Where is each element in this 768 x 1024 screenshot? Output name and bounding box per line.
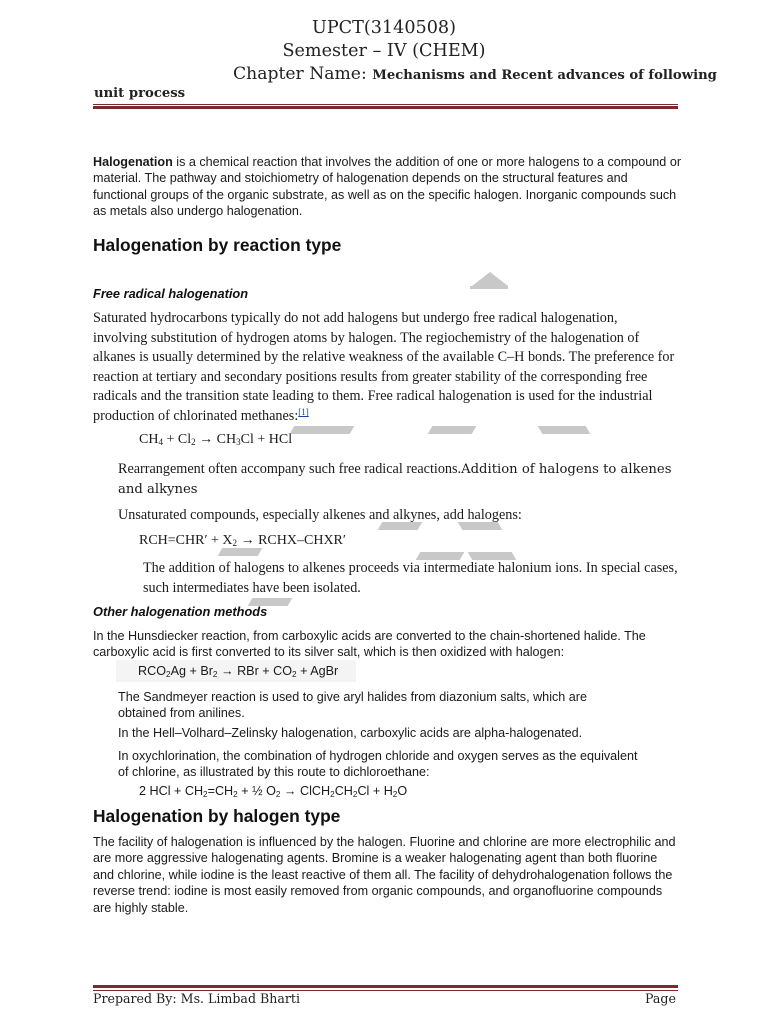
hvz-paragraph: In the Hell–Volhard–Zelinsky halogenation, carboxylic acids are alpha-halogenated.	[118, 726, 583, 740]
watermark-fragment	[290, 426, 355, 434]
oxychlorination-paragraph: In oxychlorination, the combination of hydrogen chloride and oxygen serves as the equivalent of chlorine, as illustrated by this route to dichloroethane:	[118, 749, 638, 780]
watermark-fragment	[538, 426, 591, 434]
intro-text: is a chemical reaction that involves the addition of one or more halogens to a compound or material. The pathway and stoichiometry of halogenation depends on the structural features and functional groups of the organic substrate, as well as on the specific halogen. Inorganic compounds such as metals also undergo halogenation.	[93, 155, 682, 219]
subheading-other-methods: Other halogenation methods	[93, 604, 268, 619]
section-heading-halogen-type: Halogenation by halogen type	[93, 806, 341, 826]
chapter-title-cont: unit process	[94, 86, 186, 101]
section-heading-reaction-type: Halogenation by reaction type	[93, 235, 342, 255]
hunsdiecker-paragraph: In the Hunsdiecker reaction, from carboxylic acids are converted to the chain-shortened halide. The carboxylic acid is first converted to its silver salt, which is then oxidized with halogen:	[93, 629, 646, 660]
citation-link[interactable]: [1]	[298, 406, 309, 417]
rearrangement-paragraph	[118, 460, 678, 499]
chapter-title: Mechanisms and Recent advances of following	[372, 68, 717, 83]
semester: Semester – IV (CHEM)	[282, 41, 486, 61]
halonium-paragraph: The addition of halogens to alkenes proceeds via intermediate halonium ions. In special cases, such intermediates have been isolated.	[143, 560, 678, 596]
free-radical-paragraph	[93, 309, 675, 427]
equation-methane-chlorination: $CH_4 + Cl_2 \to CH_3Cl$ + HCl	[139, 432, 293, 447]
equation-hunsdiecker: $RCO_2Ag + Br_2$ → RBr + $CO_2$ + AgBr	[138, 664, 339, 679]
subheading-free-radical: Free radical halogenation	[93, 286, 249, 301]
course-code: UPCT(3140508)	[312, 18, 456, 38]
footer-page-label: Page	[645, 991, 676, 1006]
addition-heading-inline: Addition of halogens to alkenes and alkynes	[118, 462, 672, 497]
header-rule-thin	[93, 104, 678, 105]
footer-rule-thick	[93, 985, 678, 988]
watermark-fragment	[428, 426, 477, 434]
free-radical-text: Saturated hydrocarbons typically do not add halogens but undergo free radical halogenation, involving substitution of hydrogen atoms by halogen. The regiochemistry of the halogenation of alkanes is usually determined by the relative weakness of the available C–H bonds. The preference for reaction at tertiary and secondary positions results from greater stability of the corresponding free radicals and the transition state leading to them. Free radical halogenation is used for the industrial production of chlorinated methanes:	[93, 310, 675, 424]
watermark-fragment	[472, 272, 508, 286]
chapter-line	[233, 64, 717, 84]
unsaturated-paragraph: Unsaturated compounds, especially alkenes and alkynes, add halogens:	[118, 507, 522, 523]
equation-box	[116, 660, 356, 682]
rearrangement-text: Rearrangement often accompany such free radical reactions.	[118, 461, 462, 477]
watermark-fragment	[218, 548, 263, 556]
watermark-fragment	[470, 286, 508, 289]
intro-term: Halogenation	[93, 155, 173, 169]
halogen-type-paragraph: The facility of halogenation is influenced by the halogen. Fluorine and chlorine are more electrophilic and are more aggressive halogenating agents. Bromine is a weaker halogenating agent than both fluorine and chlorine, while iodine is the least reactive of them all. The facility of dehydrohalogenation follows the reverse trend: iodine is most easily removed from organic compounds, and organofluorine compounds are highly stable.	[93, 835, 676, 915]
footer-prepared-by: Prepared By: Ms. Limbad Bharti	[93, 991, 300, 1006]
equation-alkene-addition: $RCH=CHR' + X_2$ → RCHX–CHXR′	[139, 533, 346, 548]
intro-paragraph	[93, 154, 685, 220]
chapter-label: Chapter Name:	[233, 64, 373, 84]
sandmeyer-paragraph: The Sandmeyer reaction is used to give aryl halides from diazonium salts, which are obtained from anilines.	[118, 690, 587, 721]
header-rule-thick	[93, 106, 678, 109]
equation-oxychlorination: 2 HCl + $CH_2=CH_2$ + ½ $O_2$ → $ClCH_2CH_2Cl + H_2O$	[139, 784, 408, 799]
